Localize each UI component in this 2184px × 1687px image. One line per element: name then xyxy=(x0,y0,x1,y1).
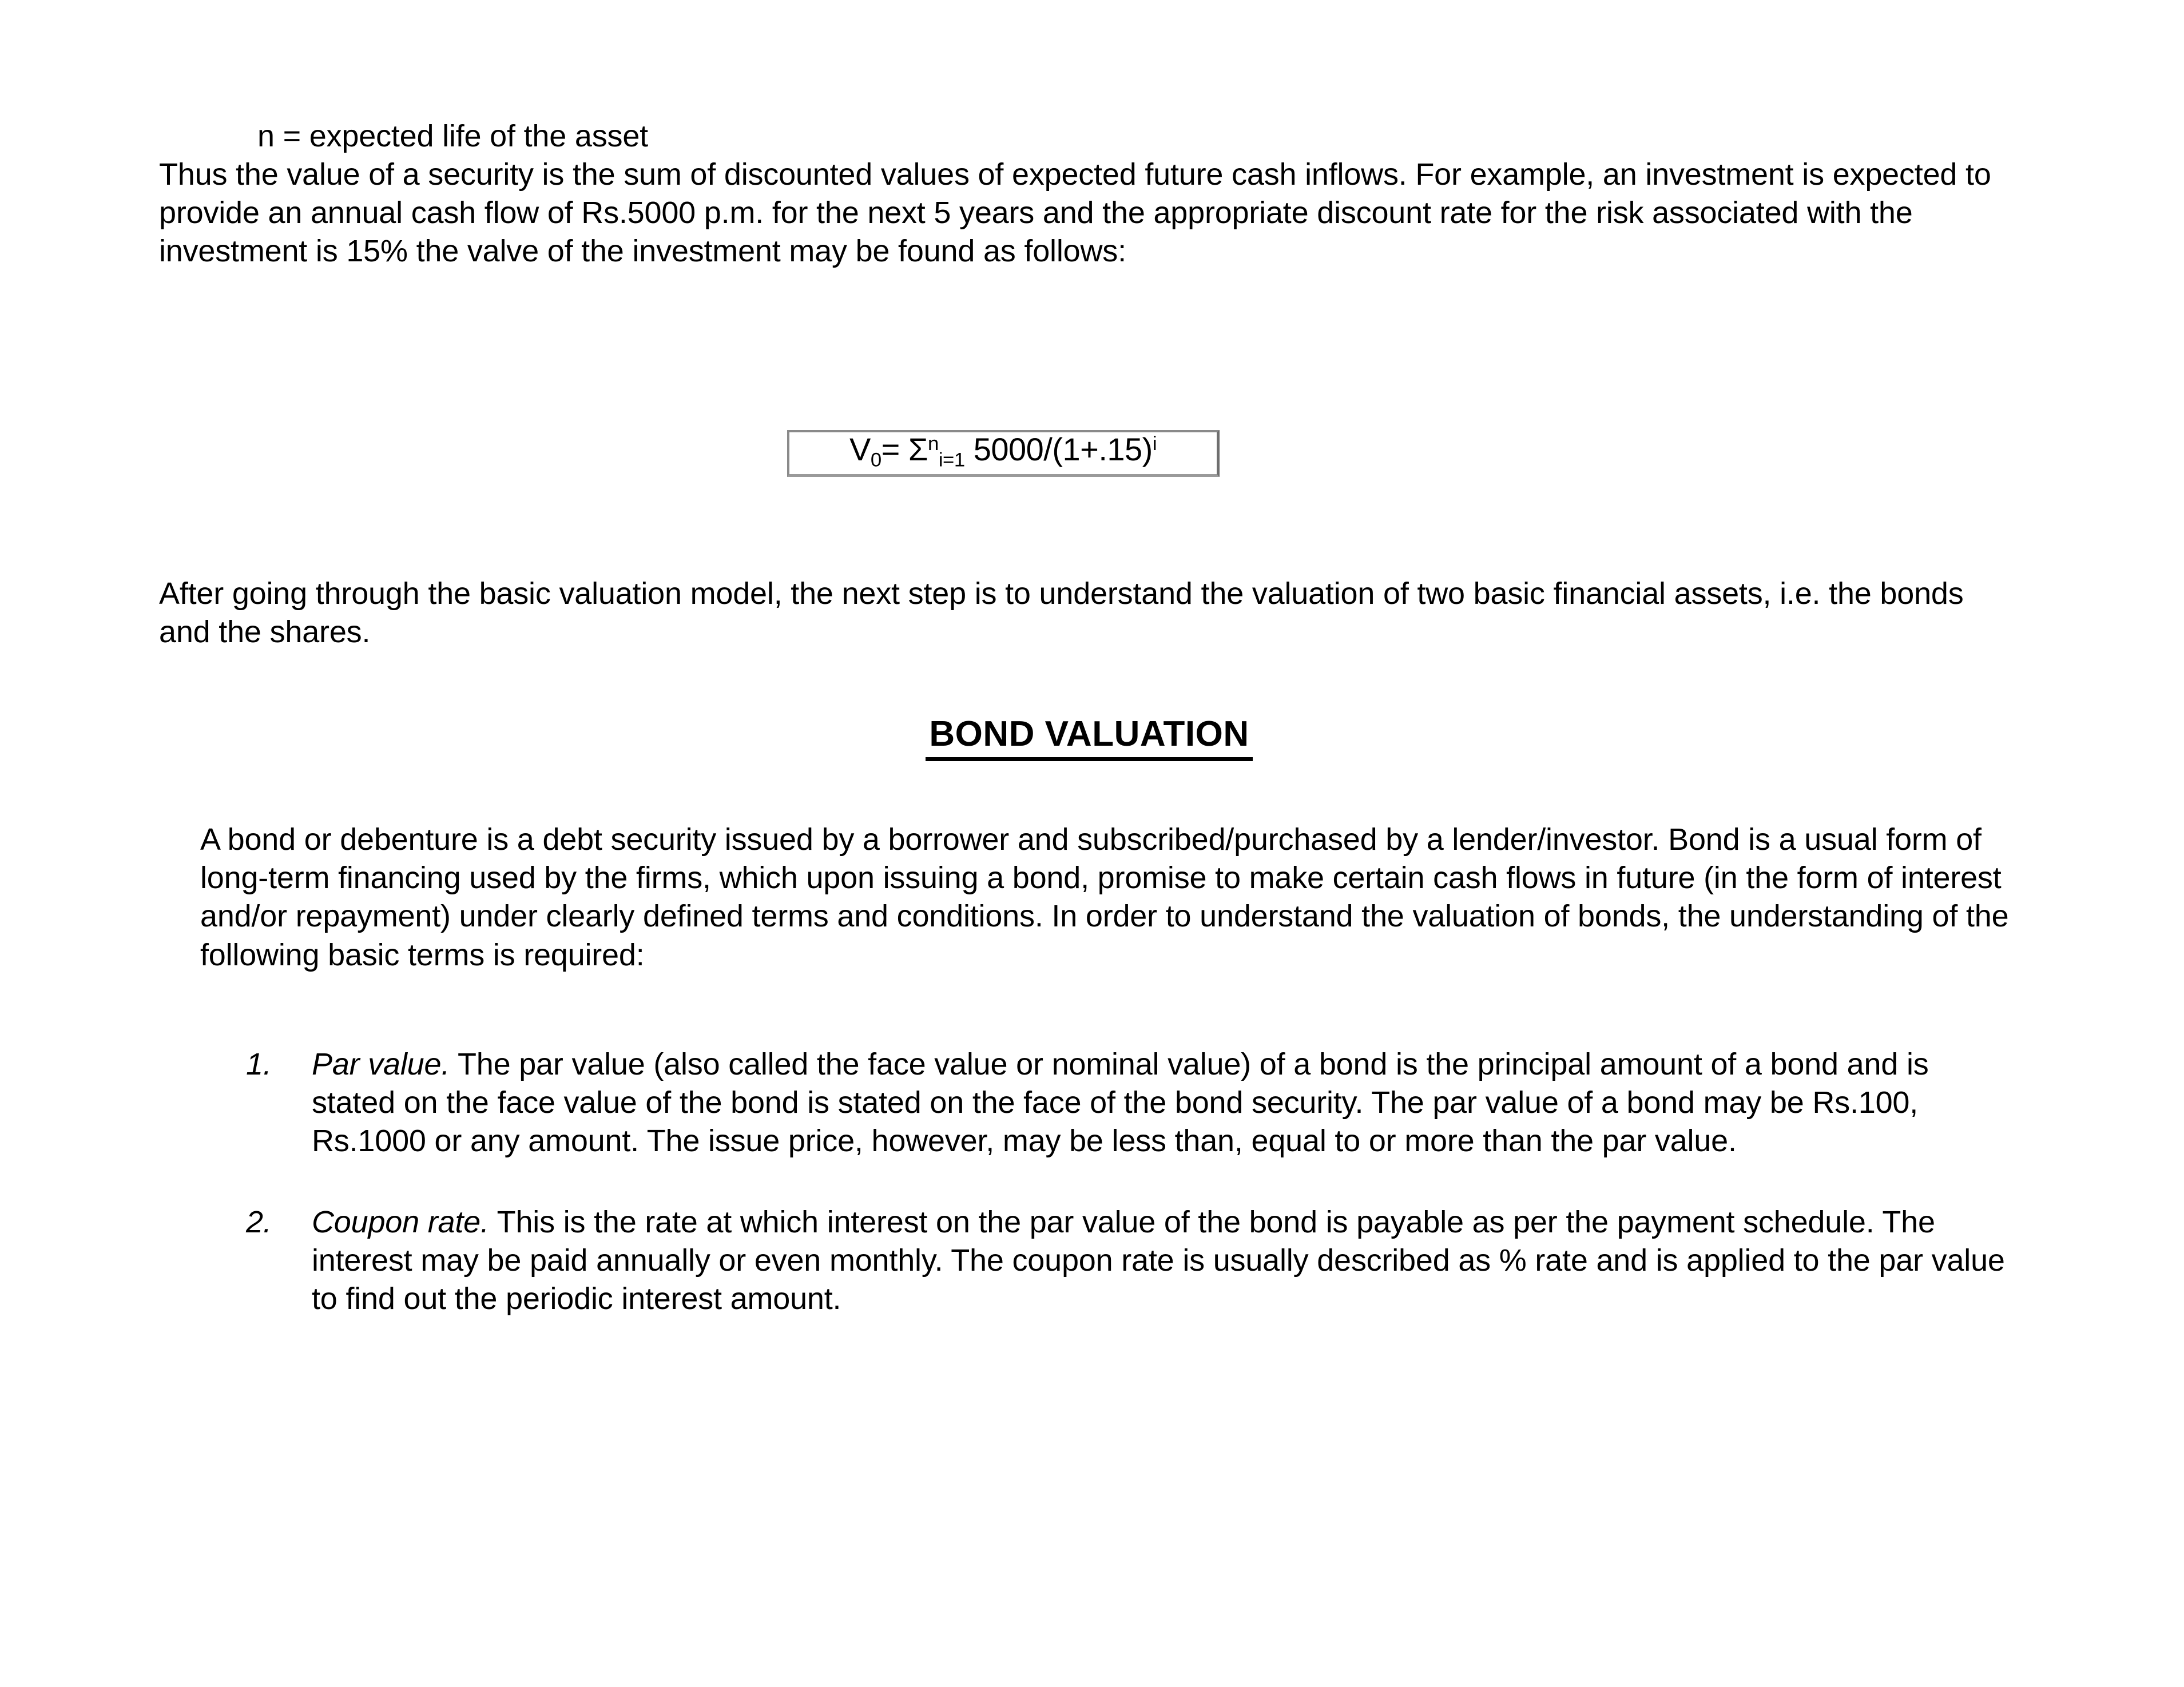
formula-lhs-subscript: 0 xyxy=(870,449,881,471)
paragraph-bond-definition: A bond or debenture is a debt security issued by a borrower and subscribed/purchased by a lender/investor. Bond is a usual form of long-term financing used by the firms, which upon issuing a bond, promise to make certain cash flows in future (in the form of interest and/or repayment) under clearly defined terms and conditions. In order to understand the valuation of bonds, the understanding of the following basic terms is required: xyxy=(200,822,2009,972)
list-item-text: The par value (also called the face value or nominal value) of a bond is the principal amount of a bond and is stated on the face value of the bond is stated on the face of the bond security. The par value of a bond may be Rs.100, Rs.1000 or any amount. The issue price, however, may be less than, equal to or more than the par value. xyxy=(312,1047,1929,1159)
bond-terms-list xyxy=(246,1045,2016,1318)
formula-lhs: V xyxy=(849,431,871,468)
formula-summation xyxy=(908,433,965,470)
formula-equals: = xyxy=(881,431,900,468)
list-item-number: 1. xyxy=(246,1047,272,1081)
list-item xyxy=(246,1203,2016,1319)
list-item-term: Coupon rate. xyxy=(312,1204,489,1239)
formula-sigma-glyph: Σ xyxy=(908,431,928,468)
list-item-text: This is the rate at which interest on the par value of the bond is payable as per the payment schedule. The interest may be paid annually or even monthly. The coupon rate is usually described as % rate and is applied to the par value to find out the periodic interest amount. xyxy=(312,1204,2005,1316)
list-item-number: 2. xyxy=(246,1204,272,1239)
page-title-bond-valuation: BOND VALUATION xyxy=(926,715,1252,761)
formula-body: 5000/(1+.15) xyxy=(964,431,1153,468)
paragraph-after-valuation-model: After going through the basic valuation model, the next step is to understand the valuation of two basic financial assets, i.e. the bonds and the shares. xyxy=(159,576,1964,650)
heading-container xyxy=(0,715,2184,761)
list-item xyxy=(246,1045,2016,1161)
list-item-term: Par value. xyxy=(312,1047,450,1081)
formula-sigma-upper-limit: n xyxy=(928,433,939,455)
paragraph-thus-value-of-security: Thus the value of a security is the sum of discounted values of expected future cash inflows. For example, an investment is expected to provide an annual cash flow of Rs.5000 p.m. for the next 5 years and the appropriate discount rate for the risk associated with the investment is 15% the valve of the investment may be found as follows: xyxy=(159,157,1991,269)
formula-exponent: i xyxy=(1152,433,1157,455)
formula-expression xyxy=(849,433,1157,470)
formula-box xyxy=(787,430,1220,477)
definition-line-n: n = expected life of the asset xyxy=(257,119,648,153)
formula-sigma-lower-limit: i=1 xyxy=(938,449,965,471)
